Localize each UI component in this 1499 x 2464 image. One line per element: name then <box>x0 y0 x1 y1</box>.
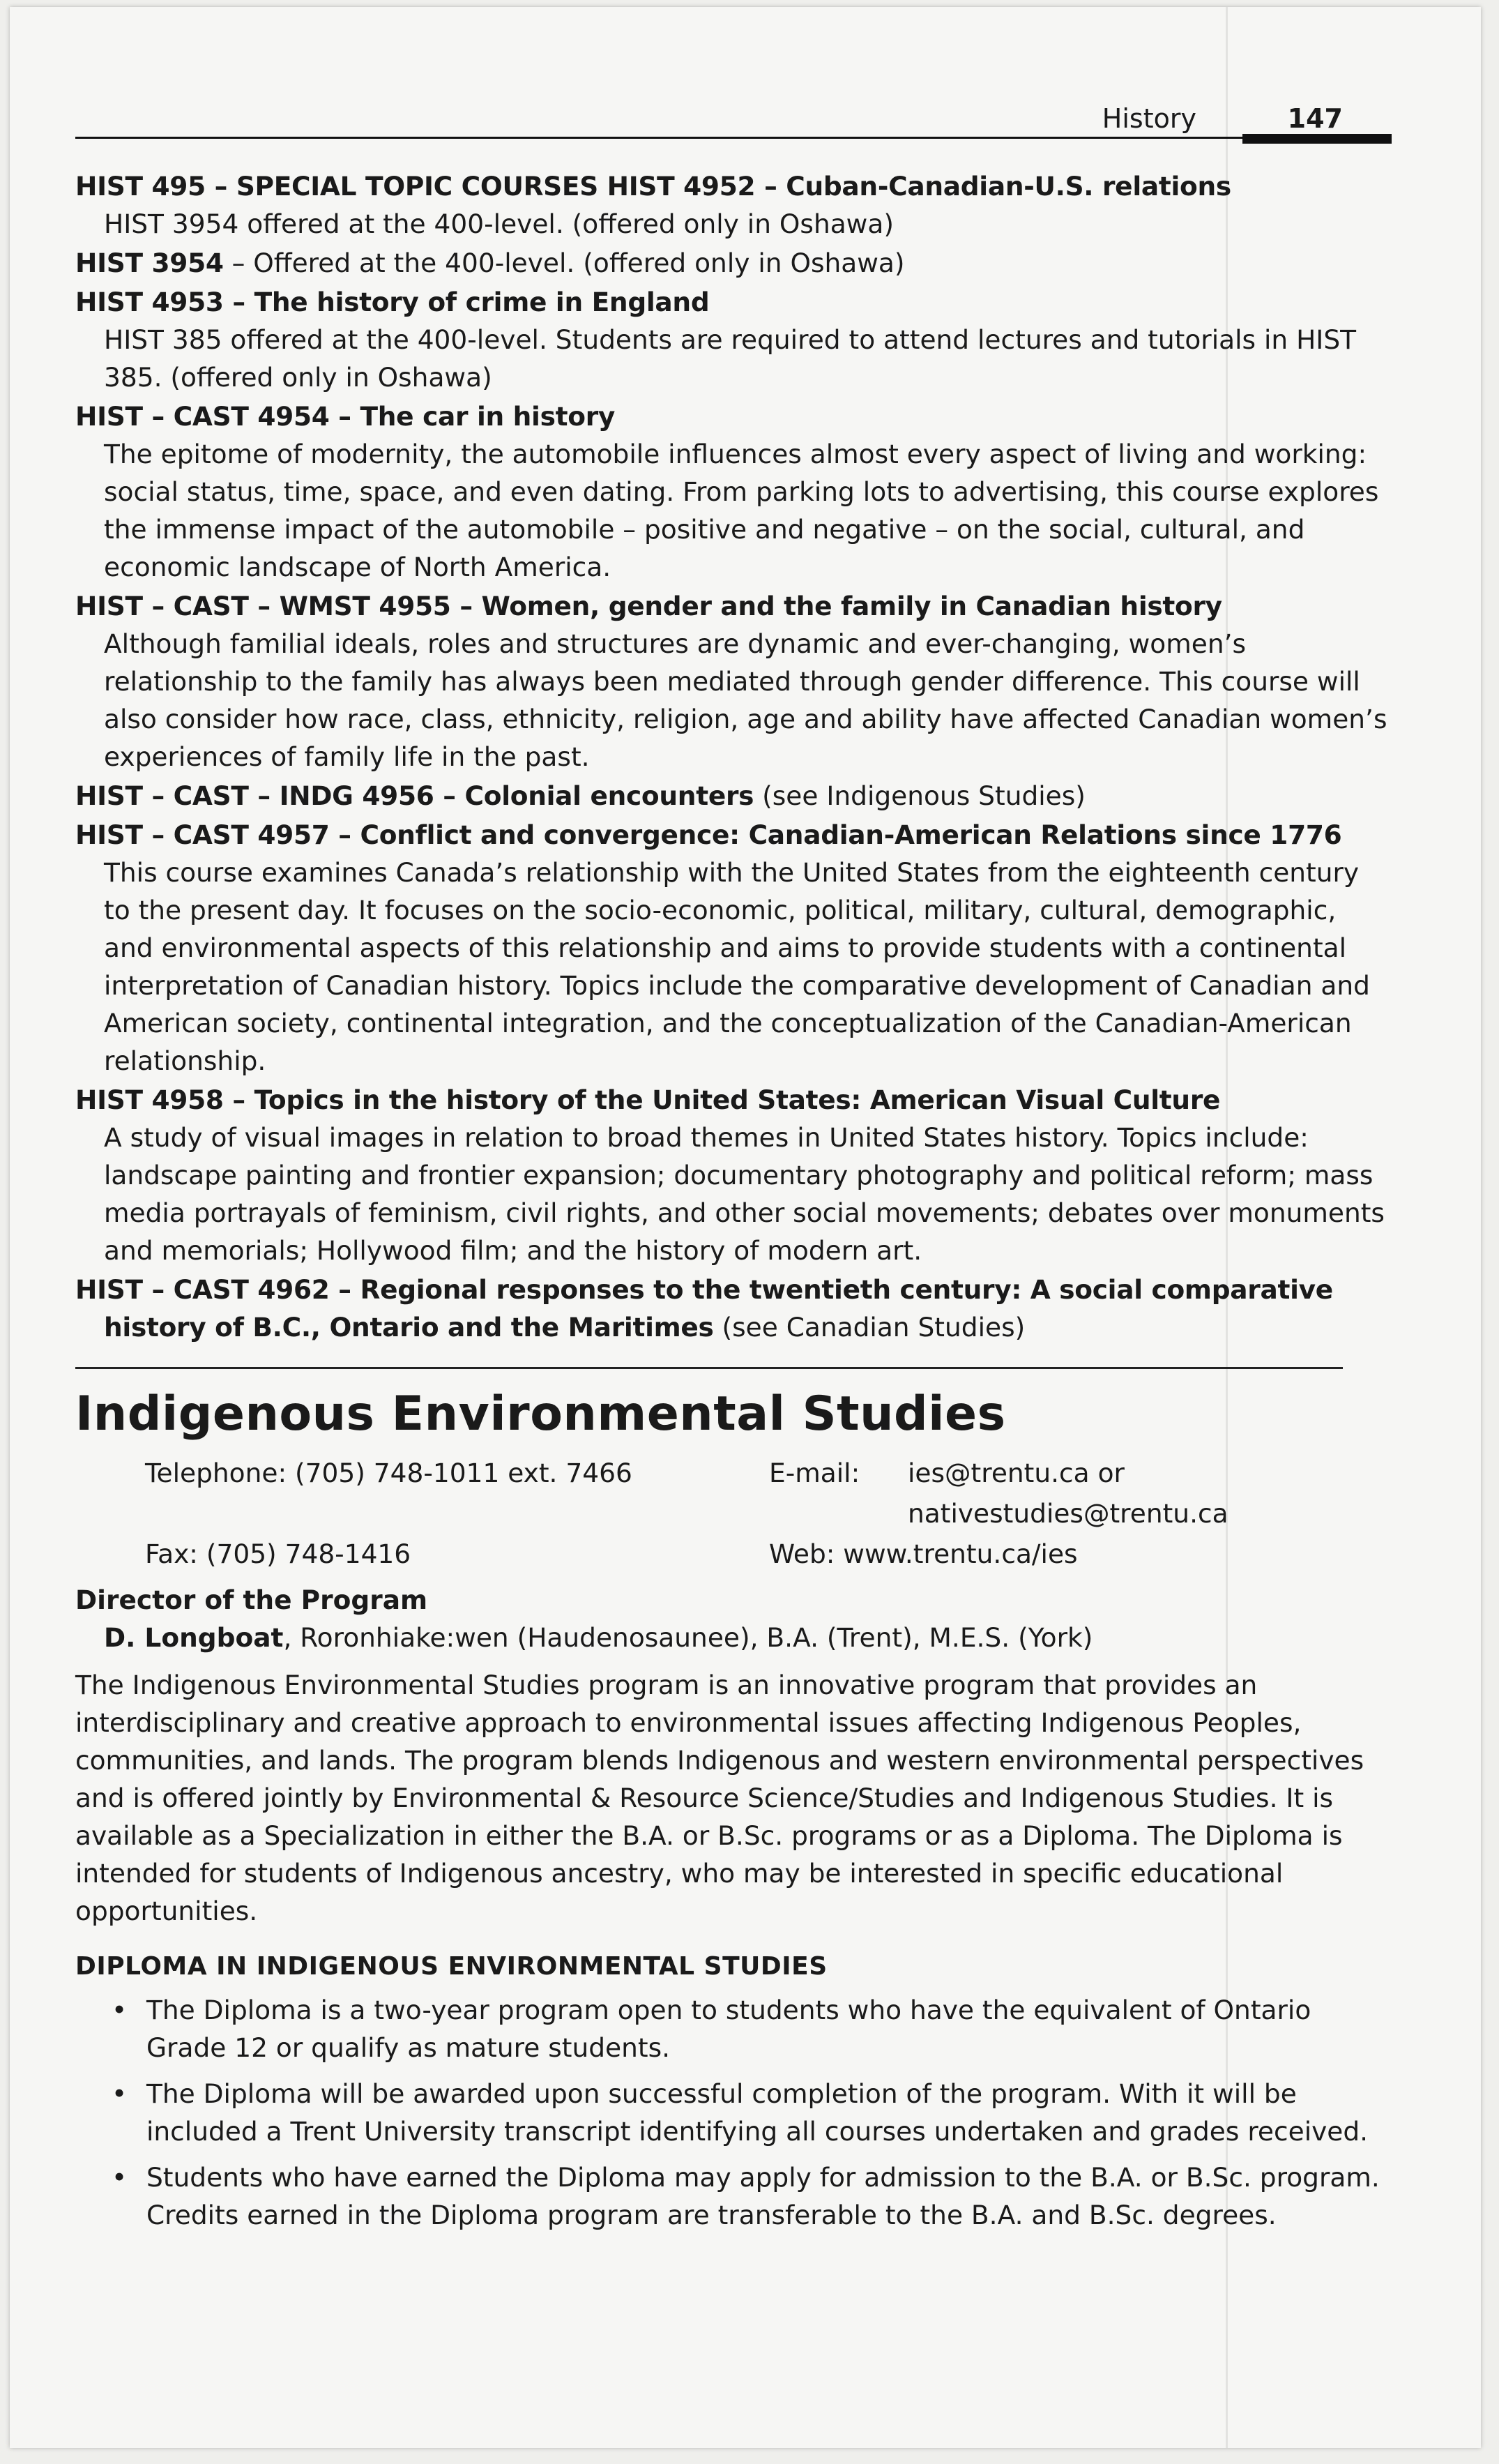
course-entry <box>75 816 1393 1080</box>
course-description: HIST 3954 offered at the 400-level. (offered only in Oshawa) <box>104 209 894 239</box>
web-address: Web: www.trentu.ca/ies <box>769 1539 1078 1569</box>
email-secondary: nativestudies@trentu.ca <box>908 1498 1228 1529</box>
course-entry <box>75 1271 1393 1346</box>
course-description: The epitome of modernity, the automobile influences almost every aspect of living and working: social status, time, space, and even dating. From parking lots to advertising, this course explores the immense impact of the automobile – positive and negative – on the social, cultural, and economic landscape of North America. <box>104 439 1379 582</box>
list-item <box>75 2159 1393 2234</box>
header-tab-bar <box>1242 134 1392 144</box>
course-description: Although familial ideals, roles and structures are dynamic and ever-changing, women’s relationship to the family has always been mediated through gender difference. This course will also consider how race, class, ethnicity, religion, age and ability have affected Canadian women’s experiences of family life in the past. <box>104 628 1387 772</box>
header-section-name: History <box>1102 103 1196 134</box>
course-note: (see Canadian Studies) <box>713 1312 1026 1343</box>
course-description: This course examines Canada’s relationship with the United States from the eighteenth century to the present day. It focuses on the socio-economic, political, military, cultural, demographic, and environmental aspects of this relationship and aims to provide students with a continental interpretation of Canadian history. Topics include the comparative development of Canadian and American society, continental integration, and the conceptualization of the Canadian-American relationship. <box>104 857 1370 1076</box>
course-note: (see Indigenous Studies) <box>754 780 1086 811</box>
contact-block <box>75 1454 1393 1575</box>
fax: Fax: (705) 748-1416 <box>145 1539 411 1569</box>
course-title: HIST – CAST – WMST 4955 – Women, gender and the family in Canadian history <box>75 591 1222 621</box>
course-title: HIST – CAST 4962 – Regional responses to the twentieth century: A social comparative history of B.C., Ontario and the Maritimes <box>75 1274 1333 1343</box>
page-content <box>75 167 1393 2242</box>
email-label: E-mail: <box>769 1458 860 1488</box>
course-entry <box>75 167 1393 243</box>
bullet-text: The Diploma will be awarded upon successful completion of the program. With it will be included a Trent University transcript identifying all courses undertaken and grades received. <box>146 2078 1369 2147</box>
course-title: HIST – CAST 4954 – The car in history <box>75 401 616 432</box>
bullet-text: The Diploma is a two-year program open to students who have the equivalent of Ontario Grade 12 or qualify as mature students. <box>146 1995 1311 2063</box>
course-description: A study of visual images in relation to broad themes in United States history. Topics include: landscape painting and frontier expansion; documentary photography and political reform; mass media portrayals of feminism, civil rights, and other social movements; debates over monuments and memorials; Hollywood film; and the history of modern art. <box>104 1122 1385 1266</box>
course-description: HIST 385 offered at the 400-level. Students are required to attend lectures and tutorials in HIST 385. (offered only in Oshawa) <box>104 324 1357 393</box>
course-entry <box>75 587 1393 776</box>
course-title: HIST 4953 – The history of crime in England <box>75 287 710 317</box>
director-entry <box>104 1619 1393 1656</box>
course-title: HIST 4958 – Topics in the history of the United States: American Visual Culture <box>75 1084 1221 1115</box>
program-intro: The Indigenous Environmental Studies program is an innovative program that provides an interdisciplinary and creative approach to environmental issues affecting Indigenous Peoples, communities, and lands. The program blends Indigenous and western environmental perspectives and is offered jointly by Environmental & Resource Science/Studies and Indigenous Studies. It is available as a Specialization in either the B.A. or B.Sc. programs or as a Diploma. The Diploma is intended for students of Indigenous ancestry, who may be interested in specific educational opportunities. <box>75 1670 1364 1926</box>
course-entry <box>75 1081 1393 1269</box>
list-item <box>75 1991 1393 2066</box>
director-details: , Roronhiake:wen (Haudenosaunee), B.A. (Trent), M.E.S. (York) <box>283 1622 1093 1653</box>
director-name: D. Longboat <box>104 1622 284 1653</box>
course-title: HIST – CAST – INDG 4956 – Colonial encounters <box>75 780 754 811</box>
course-entry <box>75 777 1393 815</box>
page-number: 147 <box>1287 103 1343 134</box>
bullet-icon: • <box>112 2162 128 2193</box>
bullet-icon: • <box>112 1995 128 2025</box>
course-entry <box>75 398 1393 586</box>
course-title: HIST 3954 <box>75 248 224 278</box>
bullet-text: Students who have earned the Diploma may apply for admission to the B.A. or B.Sc. program. Credits earned in the Diploma program are transferable to the B.A. and B.Sc. degrees. <box>146 2162 1380 2230</box>
course-note: – Offered at the 400-level. (offered only in Oshawa) <box>223 248 905 278</box>
course-title: HIST 495 – SPECIAL TOPIC COURSES HIST 4952 – Cuban-Canadian-U.S. relations <box>75 171 1231 202</box>
course-entry <box>75 244 1393 282</box>
email-primary: ies@trentu.ca or <box>908 1458 1125 1488</box>
section-divider <box>75 1367 1343 1369</box>
section-title: Indigenous Environmental Studies <box>75 1386 1006 1442</box>
diploma-heading: DIPLOMA IN INDIGENOUS ENVIRONMENTAL STUDIES <box>75 1952 828 1981</box>
course-entry <box>75 283 1393 396</box>
running-header <box>75 91 1392 139</box>
bullet-icon: • <box>112 2078 128 2109</box>
diploma-bullet-list <box>75 1991 1393 2234</box>
list-item <box>75 2075 1393 2150</box>
course-title: HIST – CAST 4957 – Conflict and convergence: Canadian-American Relations since 1776 <box>75 819 1342 850</box>
telephone: Telephone: (705) 748-1011 ext. 7466 <box>145 1458 632 1488</box>
director-heading: Director of the Program <box>75 1585 428 1615</box>
